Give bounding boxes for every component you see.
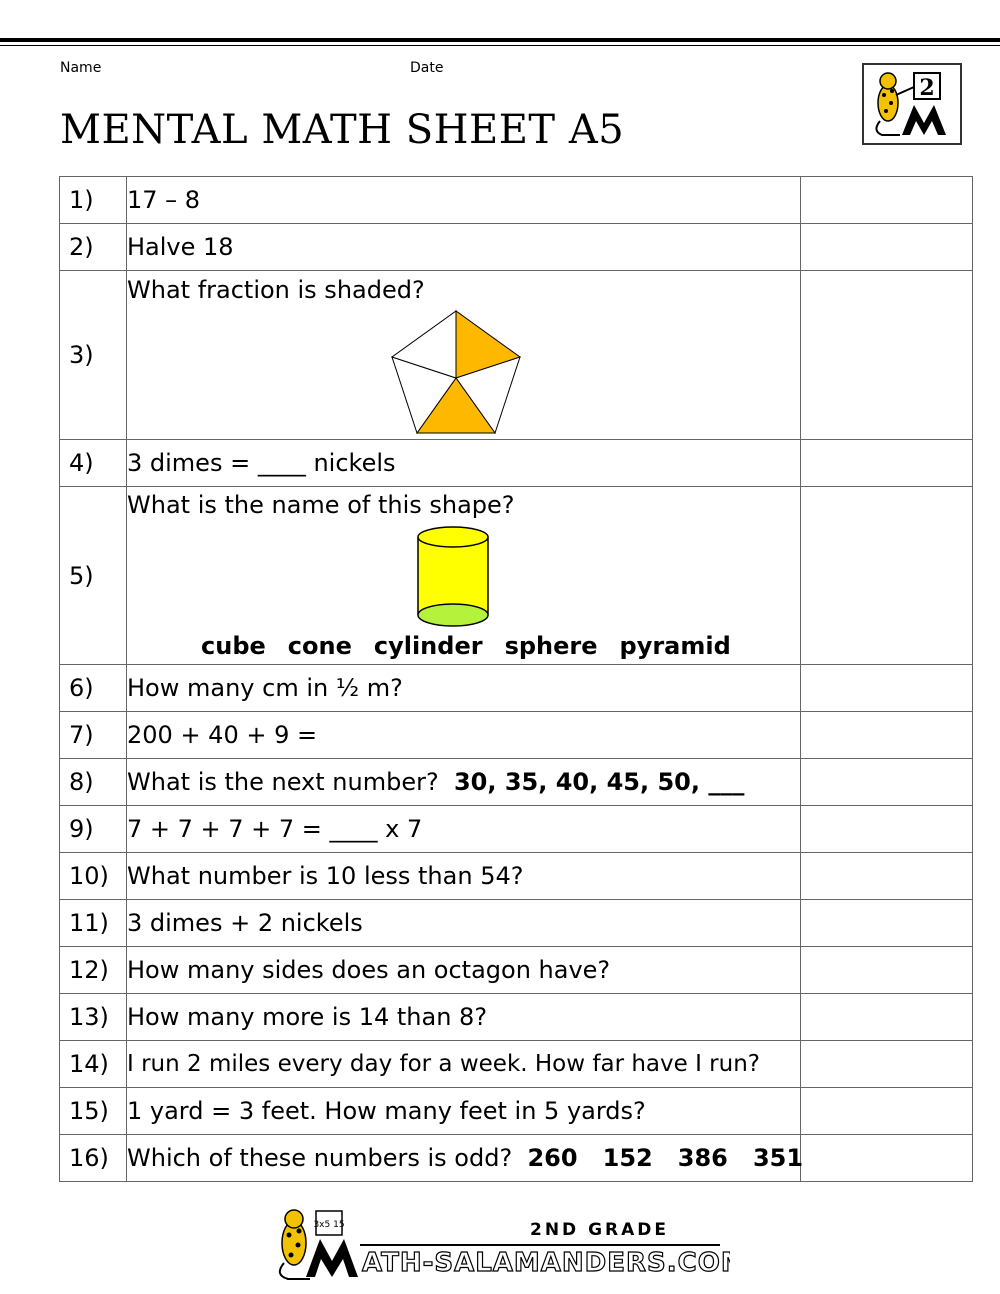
shape-options [201,632,731,660]
grade-text: 2ND GRADE [530,1220,670,1240]
page-title: MENTAL MATH SHEET A5 [60,107,625,153]
question-number: 1) [60,177,127,224]
question-text: 7 + 7 + 7 + 7 = ____ x 7 [127,806,801,853]
question-number: 3) [60,271,127,440]
question-row-12 [60,947,973,994]
date-label: Date [410,60,444,76]
question-row-7 [60,712,973,759]
question-number: 15) [60,1088,127,1135]
question-row-11 [60,900,973,947]
question-text: 200 + 40 + 9 = [127,712,801,759]
question-number: 11) [60,900,127,947]
question-row-10 [60,853,973,900]
answer-cell[interactable] [801,487,973,665]
answer-cell[interactable] [801,712,973,759]
question-row-13 [60,994,973,1041]
answer-cell[interactable] [801,271,973,440]
question-text: 3 dimes = ____ nickels [127,440,801,487]
question-number: 6) [60,665,127,712]
shape-option: cone [287,632,352,660]
answer-cell[interactable] [801,1135,973,1182]
answer-cell[interactable] [801,759,973,806]
answer-cell[interactable] [801,853,973,900]
question-number: 10) [60,853,127,900]
number-sequence: 30, 35, 40, 45, 50, ___ [453,768,745,796]
question-text: 17 – 8 [127,177,801,224]
question-text: What number is 10 less than 54? [127,853,801,900]
question-text: 1 yard = 3 feet. How many feet in 5 yards? [127,1088,801,1135]
question-text: 3 dimes + 2 nickels [127,900,801,947]
answer-cell[interactable] [801,665,973,712]
question-row-9 [60,806,973,853]
answer-cell[interactable] [801,440,973,487]
answer-cell[interactable] [801,900,973,947]
answer-cell[interactable] [801,177,973,224]
question-text: Halve 18 [127,224,801,271]
answer-cell[interactable] [801,1088,973,1135]
question-number: 8) [60,759,127,806]
shape-option: cylinder [373,632,483,660]
shape-option: sphere [504,632,598,660]
shape-option: cube [201,632,266,660]
logo-digit: 2 [919,75,935,101]
question-number: 5) [60,487,127,665]
question-number: 9) [60,806,127,853]
answer-cell[interactable] [801,994,973,1041]
question-row-5 [60,487,973,665]
question-row-15 [60,1088,973,1135]
question-number: 16) [60,1135,127,1182]
question-text: How many cm in ½ m? [127,665,801,712]
pentagon-fraction-figure [389,309,523,437]
name-label: Name [60,60,102,76]
question-text: How many sides does an octagon have? [127,947,801,994]
question-text: What is the name of this shape? [127,491,515,519]
question-row-14 [60,1041,973,1088]
question-number: 13) [60,994,127,1041]
answer-cell[interactable] [801,947,973,994]
site-text: ATH-SALAMANDERS.COM [362,1248,730,1278]
cylinder-figure [415,525,491,629]
number-choices: 260 152 386 351 [527,1144,804,1172]
question-row-16 [60,1135,973,1182]
question-text: What fraction is shaded? [127,276,425,304]
question-row-2 [60,224,973,271]
answer-cell[interactable] [801,806,973,853]
question-text: What is the next number? [127,768,439,796]
question-number: 2) [60,224,127,271]
question-number: 12) [60,947,127,994]
question-number: 4) [60,440,127,487]
question-number: 7) [60,712,127,759]
question-number: 14) [60,1041,127,1088]
question-text: How many more is 14 than 8? [127,994,801,1041]
question-text: Which of these numbers is odd? [127,1144,513,1172]
answer-cell[interactable] [801,1041,973,1088]
questions-table [59,176,973,1182]
math-salamanders-logo-icon [270,1205,730,1285]
question-row-1 [60,177,973,224]
question-row-8 [60,759,973,806]
salamander-logo-icon [862,63,962,145]
question-row-4 [60,440,973,487]
question-text: I run 2 miles every day for a week. How far have I run? [127,1041,801,1088]
top-rule-thin [0,45,1000,46]
top-rule [0,38,1000,42]
answer-cell[interactable] [801,224,973,271]
question-row-6 [60,665,973,712]
board-text: 3x5 15 [313,1220,345,1230]
shape-option: pyramid [619,632,731,660]
question-row-3 [60,271,973,440]
